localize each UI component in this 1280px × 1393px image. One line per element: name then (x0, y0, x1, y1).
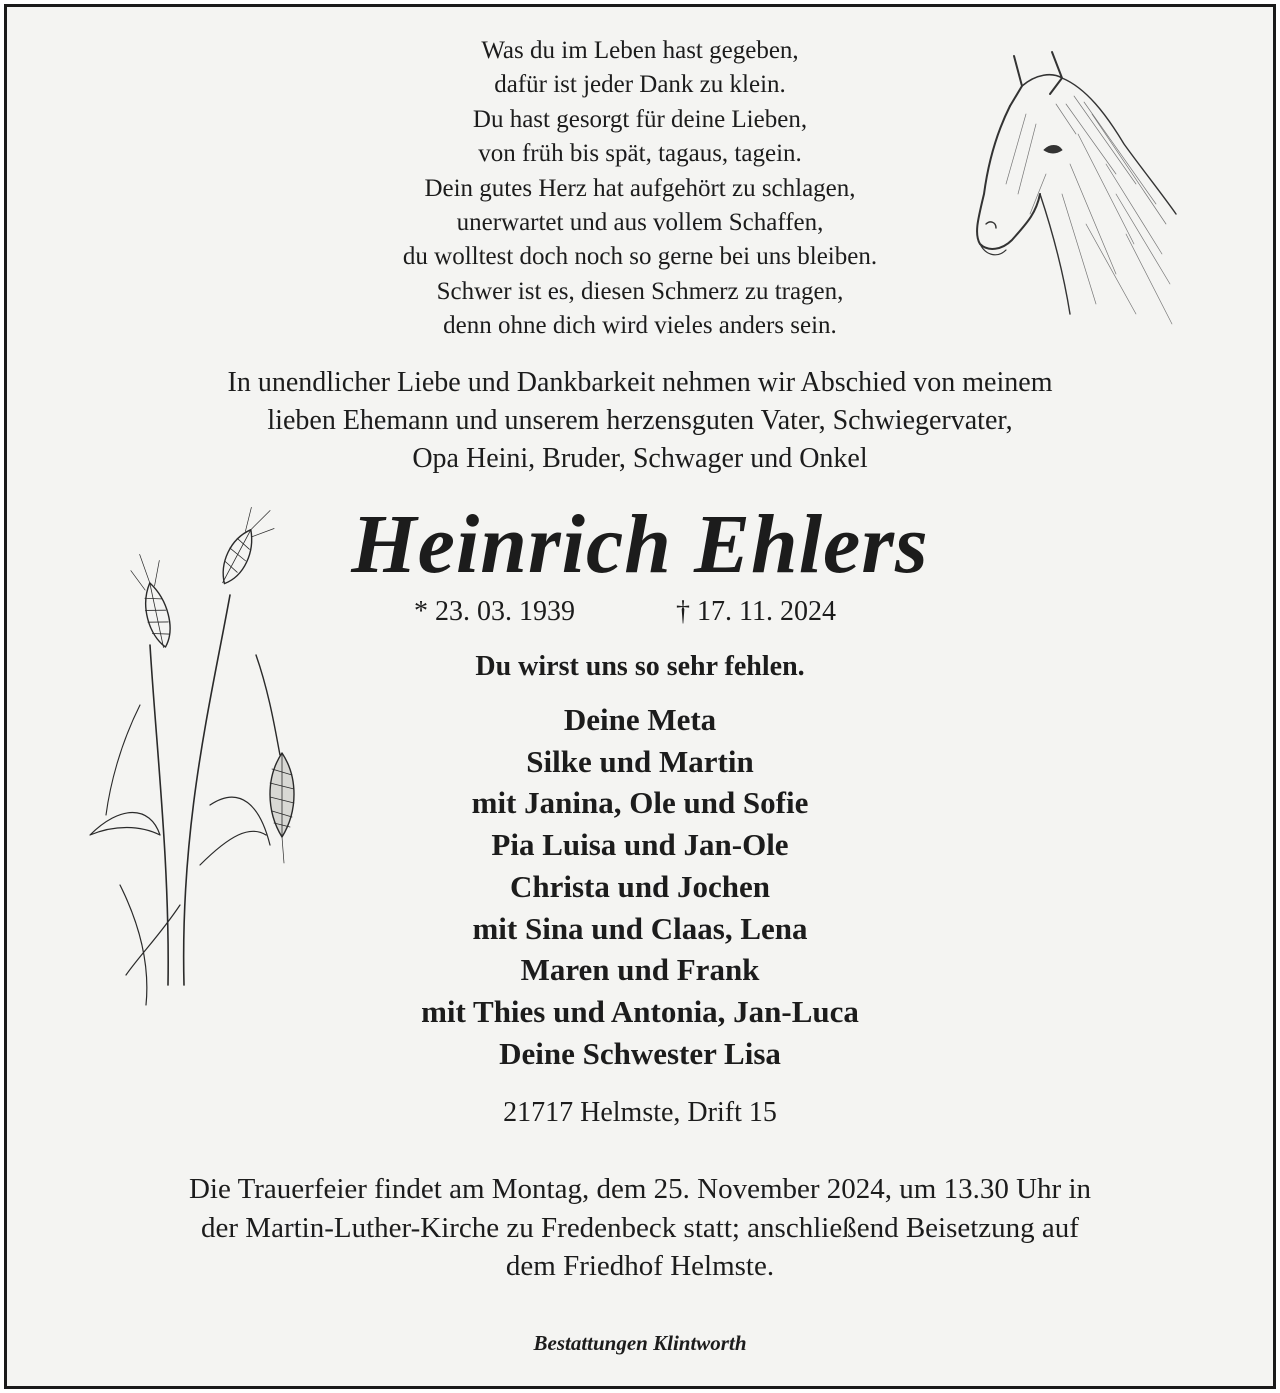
poem-line: Was du im Leben hast gegeben, (481, 37, 799, 64)
mourner-line: Deine Meta (563, 702, 717, 737)
mourner-line: Silke und Martin (526, 743, 754, 779)
poem-line: von früh bis spät, tagaus, tagein. (478, 140, 802, 168)
death-date: † 17. 11. 2024 (676, 596, 836, 627)
mourner-line: Pia Luisa und Jan-Ole (491, 827, 789, 863)
horse-head-sketch (966, 44, 1180, 334)
poem-line: Schwer ist es, diesen Schmerz zu tragen, (436, 277, 844, 305)
funeral-details (40, 1170, 1240, 1286)
funeral-line: Die Trauerfeier findet am Montag, dem 25. November 2024, um 13.30 Uhr in (188, 1173, 1092, 1205)
poem-line: Dein gutes Herz hat aufgehört zu schlagen, (424, 174, 856, 202)
tagline: Du wirst uns so sehr fehlen. (475, 651, 805, 682)
poem-line: du wolltest doch noch so gerne bei uns bleiben. (402, 243, 878, 271)
funeral-line: der Martin-Luther-Kirche zu Fredenbeck statt; anschließend Beisetzung auf (201, 1211, 1079, 1244)
mourner-line: Maren und Frank (520, 952, 760, 988)
mourner-line: mit Thies und Antonia, Jan-Luca (421, 993, 859, 1029)
funeral-line: dem Friedhof Helmste. (505, 1250, 775, 1282)
deceased-name: Heinrich Ehlers (351, 498, 929, 591)
poem-line: unerwartet und aus vollem Schaffen, (456, 209, 824, 237)
memorial-poem (260, 34, 1020, 344)
mourners-list (40, 699, 1240, 1074)
birth-date: * 23. 03. 1939 (414, 596, 575, 627)
farewell-intro (40, 364, 1240, 478)
poem-line: dafür ist jeder Dank zu klein. (494, 71, 786, 99)
mourner-line: Christa und Jochen (509, 868, 771, 904)
poem-line: Du hast gesorgt für deine Lieben, (472, 105, 808, 133)
intro-line: Opa Heini, Bruder, Schwager und Onkel (412, 443, 868, 474)
address: 21717 Helmste, Drift 15 (503, 1097, 777, 1128)
intro-line: In unendlicher Liebe und Dankbarkeit nehmen wir Abschied von meinem (227, 367, 1053, 398)
poem-line: denn ohne dich wird vieles anders sein. (443, 312, 837, 340)
mourner-line: Deine Schwester Lisa (499, 1035, 781, 1071)
intro-line: lieben Ehemann und unserem herzensguten Vater, Schwiegervater, (267, 405, 1013, 436)
mourner-line: mit Sina und Claas, Lena (472, 910, 808, 946)
mourner-line: mit Janina, Ole und Sofie (471, 785, 809, 821)
undertaker-name: Bestattungen Klintworth (533, 1331, 747, 1355)
